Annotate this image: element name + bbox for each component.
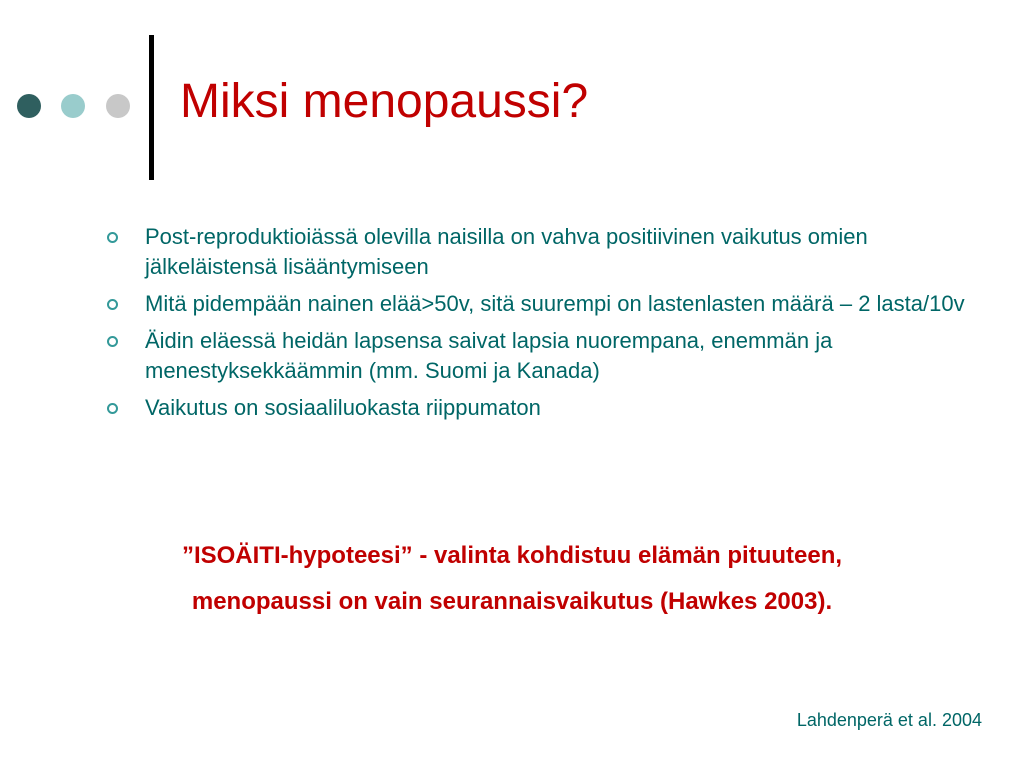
conclusion-line: menopaussi on vain seurannaisvaikutus (Hawkes 2003). [191, 588, 833, 615]
gray-circle-icon [106, 94, 130, 118]
conclusion-text [24, 533, 1000, 625]
bullet-list [104, 222, 1004, 430]
bullet-text: Äidin eläessä heidän lapsensa saivat lapsia nuorempana, enemmän ja menestyksekkäämmin (mm. Suomi ja Kanada) [145, 328, 833, 383]
title-divider [149, 35, 154, 180]
bullet-circle-icon [107, 232, 118, 243]
bullet-text: Post-reproduktioiässä olevilla naisilla on vahva positiivinen vaikutus omien jälkeläistensä lisääntymiseen [145, 224, 868, 279]
bullet-text: Vaikutus on sosiaaliluokasta riippumaton [145, 395, 541, 420]
bullet-item [104, 289, 1004, 319]
citation: Lahdenperä et al. 2004 [796, 710, 982, 730]
bullet-item [104, 222, 1004, 282]
bullet-circle-icon [107, 336, 118, 347]
bullet-item [104, 326, 1004, 386]
slide-title: Miksi menopaussi? [180, 75, 589, 128]
bullet-item [104, 393, 1004, 423]
dark-teal-circle-icon [17, 94, 41, 118]
bullet-circle-icon [107, 299, 118, 310]
bullet-text: Mitä pidempään nainen elää>50v, sitä suurempi on lastenlasten määrä – 2 lasta/10v [145, 291, 965, 316]
light-teal-circle-icon [61, 94, 85, 118]
bullet-circle-icon [107, 403, 118, 414]
conclusion-line: ”ISOÄITI-hypoteesi” - valinta kohdistuu elämän pituuteen, [181, 542, 843, 569]
